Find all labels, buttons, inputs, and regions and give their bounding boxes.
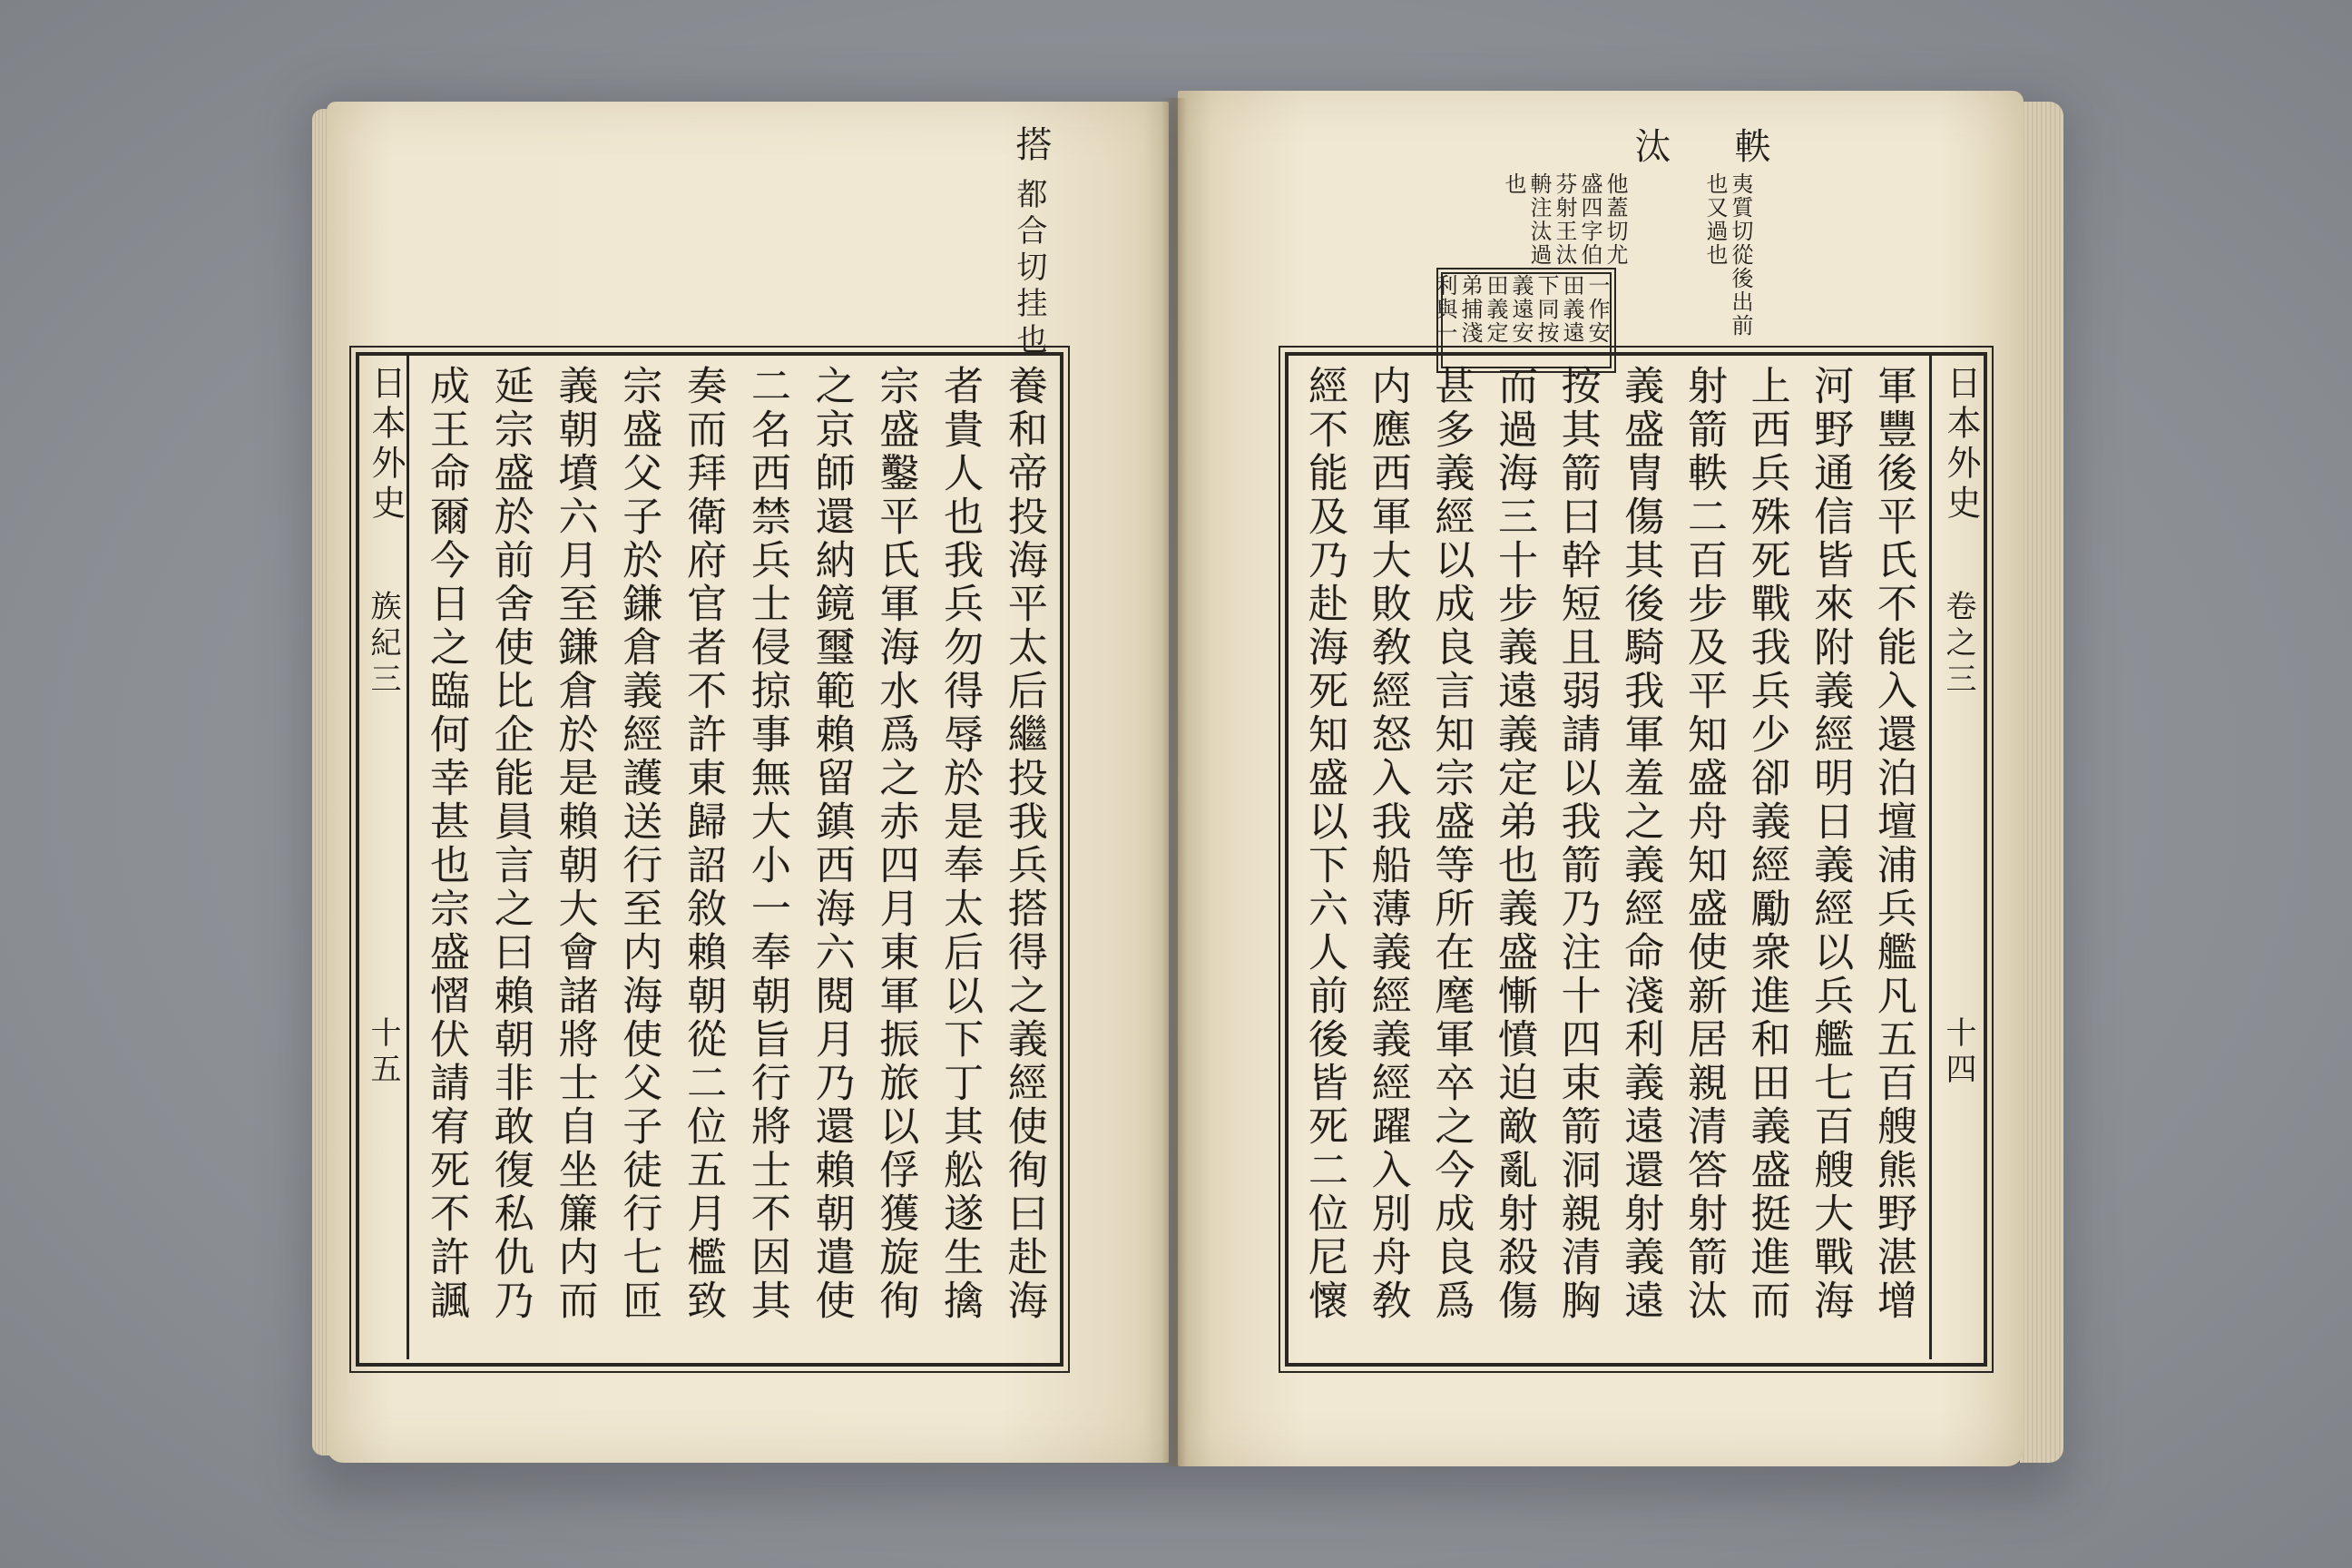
left-gloss-note: 都合切挂也 bbox=[1011, 178, 1047, 359]
right-gloss-note-1: 夷質切從後出前也又過也 bbox=[1702, 172, 1753, 338]
text-column: 養和帝投海平太后繼投我兵搭得之義經使徇曰赴海 bbox=[1000, 365, 1047, 1323]
text-column: 宗盛父子於鎌倉義經護送行至内海使父子徒行七匝 bbox=[615, 365, 662, 1323]
text-column: 河野通信皆來附義經明日義經以兵艦七百艘大戰海 bbox=[1807, 365, 1854, 1323]
right-page-edges bbox=[2020, 102, 2063, 1463]
book-spine bbox=[1161, 98, 1187, 1466]
right-page-number: 十四 bbox=[1940, 1016, 1976, 1089]
right-center-volume: 卷之三 bbox=[1940, 590, 1976, 699]
text-column: 經不能及乃赴海死知盛以下六人前後皆死二位尼懷 bbox=[1301, 365, 1348, 1323]
text-column: 上西兵殊死戰我兵少卻義經勵衆進和田義盛挺進而 bbox=[1743, 365, 1790, 1323]
right-center-title: 日本外史 bbox=[1941, 365, 1981, 524]
text-column: 内應西軍大敗敎經怒入我船薄義經義經躍入別舟敎 bbox=[1364, 365, 1411, 1323]
text-column: 延宗盛於前舍使比企能員言之曰賴朝非敢復私仇乃 bbox=[486, 365, 534, 1323]
left-gloss-headword: 搭 bbox=[1010, 125, 1052, 162]
text-column: 義朝墳六月至鎌倉於是賴朝大會諸將士自坐簾内而 bbox=[551, 365, 598, 1323]
text-column: 奏而拜衛府官者不許東歸詔敘賴朝從二位五月檻致 bbox=[680, 365, 727, 1323]
left-center-title: 日本外史 bbox=[366, 365, 406, 524]
text-column: 義盛冑傷其後騎我軍羞之義經命淺利義遠還射義遠 bbox=[1617, 365, 1664, 1323]
left-page-number: 十五 bbox=[365, 1016, 401, 1089]
text-column: 二名西禁兵士侵掠事無大小一奉朝旨行將士不因其 bbox=[743, 365, 790, 1323]
text-column: 射箭軼二百步及平知盛舟知盛使新居親清答射箭汰 bbox=[1680, 365, 1727, 1323]
right-gloss-note-2: 他蓋切尤盛四字伯芬射王汰輈注汰過也 bbox=[1501, 172, 1628, 267]
boxed-note-text: 一作安田義遠下同按義遠安田義定弟捕淺利與一 bbox=[1432, 274, 1610, 345]
text-column: 成王命爾今日之臨何幸甚也宗盛慴伏請宥死不許諷 bbox=[423, 365, 469, 1323]
left-text-columns bbox=[417, 365, 1053, 1345]
text-column: 按其箭曰幹短且弱請以我箭乃注十四束箭洞親清胸 bbox=[1553, 365, 1601, 1323]
text-column: 而過海三十步義遠義定弟也義盛慚憤迫敵亂射殺傷 bbox=[1490, 365, 1537, 1323]
text-column: 之京師還納鏡璽範賴留鎮西海六閱月乃還賴朝遣使 bbox=[808, 365, 855, 1323]
text-column: 甚多義經以成良言知宗盛等所在麾軍卒之今成良爲 bbox=[1427, 365, 1475, 1323]
right-gloss-headword-2: 汰 bbox=[1629, 127, 1671, 163]
text-column: 軍豐後平氏不能入還泊壇浦兵艦凡五百艘熊野湛增 bbox=[1869, 365, 1916, 1323]
right-text-columns bbox=[1296, 365, 1922, 1345]
text-column: 宗盛鑿平氏軍海水爲之赤四月東軍振旅以俘獲旋徇 bbox=[872, 365, 919, 1323]
text-column: 者貴人也我兵勿得辱於是奉太后以下丁其舩遂生擒 bbox=[936, 365, 984, 1323]
right-gloss-headword-1: 軼 bbox=[1729, 127, 1770, 163]
left-center-volume: 族紀三 bbox=[365, 590, 401, 699]
